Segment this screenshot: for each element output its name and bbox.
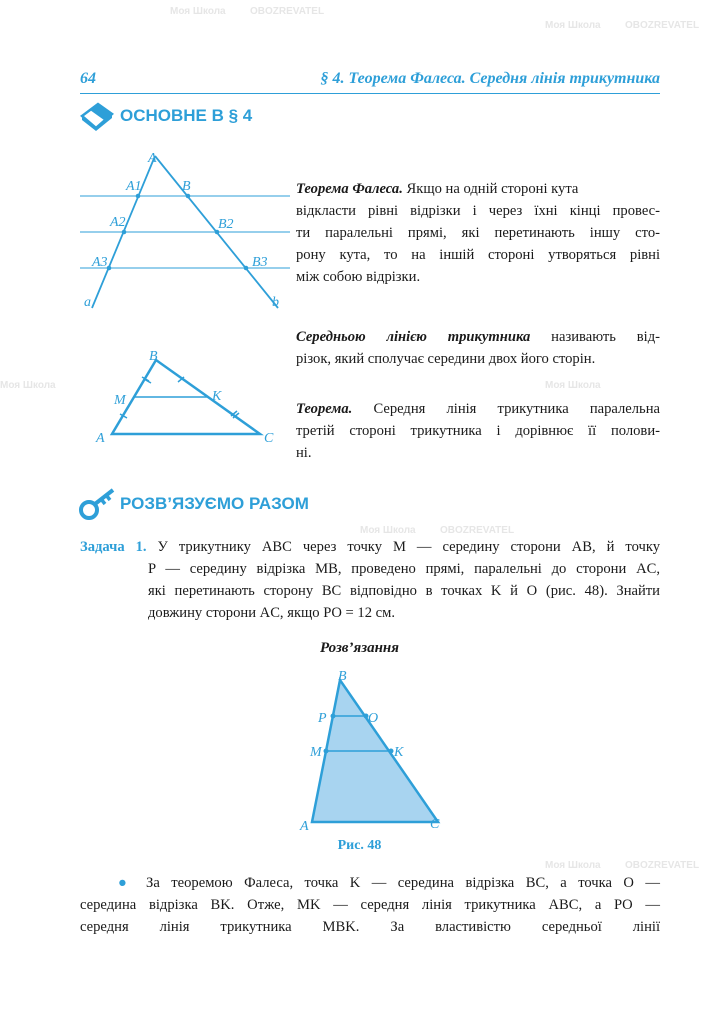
section-title-solve: РОЗВ’ЯЗУЄМО РАЗОМ — [120, 494, 309, 513]
solution-line-3: середня лінія трикутника MBK. За властивістю середньої лінії — [80, 919, 660, 935]
label-b: b — [272, 295, 279, 310]
midline-term: Середньою лінією трикутника — [296, 329, 531, 345]
midline-definition — [296, 326, 660, 370]
thales-term: Теорема Фалеса. — [296, 181, 403, 197]
watermark: Моя Школа — [170, 6, 226, 17]
task-line-4: довжину сторони AC, якщо PO = 12 см. — [148, 605, 396, 621]
thales-line-1: Якщо на одній стороні кута — [406, 181, 579, 197]
watermark: Моя Школа — [0, 380, 56, 391]
label-B3: B3 — [252, 255, 268, 270]
watermark: Моя Школа — [360, 525, 416, 536]
label-A1: A1 — [126, 179, 142, 194]
watermark: OBOZREVATEL — [250, 6, 325, 17]
watermark: OBOZREVATEL — [625, 20, 700, 31]
figure-48-caption: Рис. 48 — [337, 838, 382, 853]
watermark: Моя Школа — [545, 380, 601, 391]
label-a: a — [84, 295, 91, 310]
label-B: B — [149, 349, 158, 364]
thales-line-3: ти паралельні прямі, які перетинають іншу сто- — [296, 225, 660, 241]
theorem-line-1: Середня лінія трикутника паралельна — [373, 401, 660, 417]
thales-theorem-text — [296, 178, 660, 288]
task-line-2: P — середину відрізка MB, проведено прямі, паралельні до сторони AC, — [148, 561, 660, 577]
page-number: 64 — [80, 70, 96, 87]
label-K: K — [394, 745, 404, 760]
midline-def-line-1: називають від- — [551, 329, 660, 345]
section-title-main: ОСНОВНЕ В § 4 — [120, 106, 253, 125]
watermark: OBOZREVATEL — [440, 525, 515, 536]
label-B2: B2 — [218, 217, 234, 232]
key-icon — [78, 486, 118, 522]
label-A: A — [96, 431, 105, 446]
label-A: A — [300, 819, 309, 834]
thales-line-4: рону кута, то на іншій стороні утворяться рівні — [296, 247, 660, 263]
label-C: C — [430, 817, 440, 832]
solution-text — [80, 872, 660, 938]
task-line-1: У трикутнику ABC через точку M — середину сторони AB, й точку — [157, 539, 661, 555]
solution-line-1: За теоремою Фалеса, точка K — середина відрізка BC, а точка O — — [146, 875, 660, 891]
theorem-term: Теорема. — [296, 401, 353, 417]
task-line-3: які перетинають сторону BC відповідно в точках K й O (рис. 48). Знайти — [148, 583, 660, 599]
watermark: OBOZREVATEL — [625, 860, 700, 871]
watermark: Моя Школа — [545, 860, 601, 871]
figure-48 — [298, 664, 448, 836]
solution-line-2: середина відрізка BK. Отже, MK — середня лінія трикутника ABC, а PO — — [80, 897, 660, 913]
eraser-icon — [78, 100, 116, 132]
task-label: Задача 1. — [80, 539, 147, 555]
thales-line-5: між собою відрізки. — [296, 269, 421, 285]
label-C: C — [264, 431, 274, 446]
label-A3: A3 — [92, 255, 108, 270]
label-K: K — [212, 389, 222, 404]
label-P: P — [318, 711, 327, 726]
header-rule — [80, 93, 660, 94]
bullet-icon: ● — [118, 875, 135, 891]
thales-figure — [80, 148, 290, 318]
label-M: M — [114, 393, 126, 408]
label-O: O — [368, 711, 379, 726]
label-B: B — [338, 669, 347, 684]
label-A: A — [148, 151, 157, 166]
running-head: § 4. Теорема Фалеса. Середня лінія трикутника — [320, 70, 660, 87]
midline-theorem — [296, 398, 660, 464]
label-B: B — [182, 179, 191, 194]
task-1 — [80, 536, 660, 624]
watermark: Моя Школа — [545, 20, 601, 31]
solution-title: Розв’язання — [320, 640, 399, 656]
label-A2: A2 — [110, 215, 126, 230]
label-M: M — [310, 745, 322, 760]
theorem-line-3: ні. — [296, 445, 312, 461]
thales-line-2: відкласти рівні відрізки і через їхні кінці провес- — [296, 203, 660, 219]
theorem-line-2: третій стороні трикутника і дорівнює її полови- — [296, 423, 660, 439]
midline-figure — [94, 348, 284, 448]
midline-def-line-2: різок, який сполучає середини двох його сторін. — [296, 351, 596, 367]
